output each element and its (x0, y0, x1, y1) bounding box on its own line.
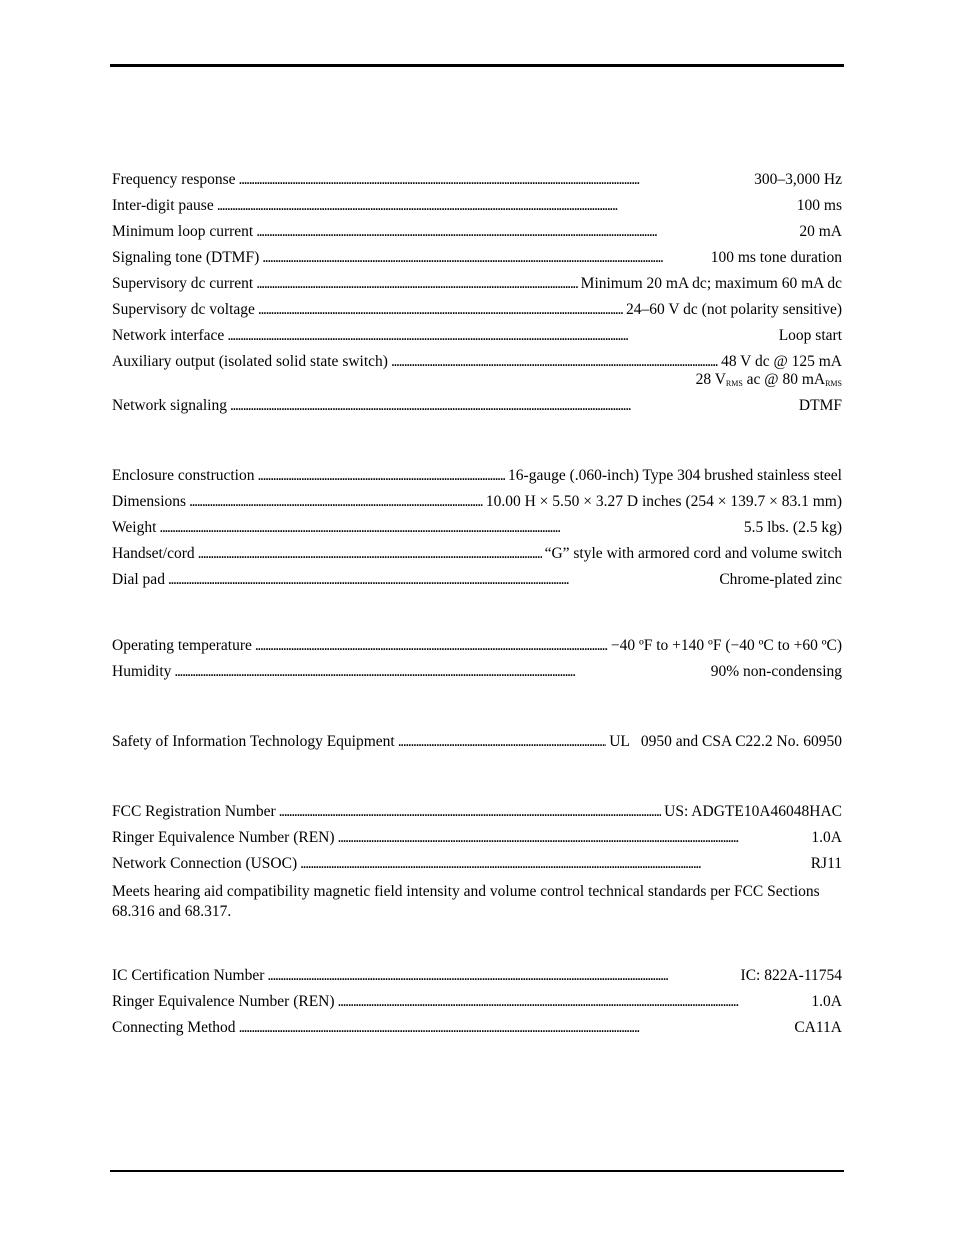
dot-leader (300, 854, 808, 874)
dot-leader (267, 966, 737, 986)
spec-value: RJ11 (810, 855, 842, 872)
spec-label: Operating temperature (112, 637, 252, 654)
rms-subscript: RMS (725, 379, 743, 388)
specifications (112, 170, 842, 1088)
spec-label: Ringer Equivalence Number (REN) (112, 829, 335, 846)
spec-row (112, 196, 842, 222)
dot-leader (391, 352, 718, 372)
spec-row (112, 466, 842, 492)
spec-value: 1.0A (811, 829, 842, 846)
spec-value: 300–3,000 Hz (754, 171, 842, 188)
dot-leader (255, 636, 608, 656)
dot-leader (239, 170, 752, 190)
spec-label: Ringer Equivalence Number (REN) (112, 993, 335, 1010)
spec-label: Minimum loop current (112, 223, 254, 240)
spec-value: −40 ºF to +140 ºF (−40 ºC to +60 ºC) (610, 637, 842, 654)
header-rule (110, 64, 844, 67)
value-part: 28 V (695, 371, 726, 388)
spec-row (112, 992, 842, 1018)
spec-row (112, 274, 842, 300)
spec-value: US: ADGTE10A46048HAC (664, 803, 842, 820)
spec-label: FCC Registration Number (112, 803, 276, 820)
spec-row (112, 966, 842, 992)
rms-subscript: RMS (825, 379, 842, 388)
spec-label: Supervisory dc current (112, 275, 254, 292)
spec-row (112, 248, 842, 274)
spec-value: 48 V dc @ 125 mA (721, 353, 842, 370)
dot-leader (256, 222, 796, 242)
dot-leader (262, 248, 707, 268)
spec-row (112, 828, 842, 854)
spec-value: 100 ms (796, 197, 842, 214)
spec-row (112, 1018, 842, 1044)
spec-row (112, 326, 842, 352)
dot-leader (227, 326, 775, 346)
spec-label: Network Connection (USOC) (112, 855, 298, 872)
spec-label: Signaling tone (DTMF) (112, 249, 260, 266)
environmental-specs (112, 636, 842, 688)
spec-value: CA11A (794, 1019, 842, 1036)
spec-value: 16-gauge (.060-inch) Type 304 brushed stainless steel (508, 467, 842, 484)
spec-label: Handset/cord (112, 545, 195, 562)
spec-label: Weight (112, 519, 157, 536)
spec-row (112, 492, 842, 518)
dot-leader (257, 466, 505, 486)
spec-value: 5.5 lbs. (2.5 kg) (743, 519, 842, 536)
dot-leader (258, 300, 623, 320)
spec-value: 10.00 H × 5.50 × 3.27 D inches (254 × 139.7 × 83.1 mm) (485, 493, 842, 510)
dot-leader (189, 492, 483, 512)
safety-specs (112, 732, 842, 758)
spec-value: “G” style with armored cord and volume switch (544, 545, 842, 562)
dot-leader (338, 828, 809, 848)
spec-label: Supervisory dc voltage (112, 301, 255, 318)
dot-leader (168, 570, 716, 590)
footer-rule (110, 1170, 844, 1172)
spec-row (112, 732, 842, 758)
dot-leader (230, 396, 796, 416)
ic-specs (112, 966, 842, 1044)
spec-row (112, 570, 842, 596)
dot-leader (256, 274, 577, 294)
spec-value: Loop start (778, 327, 842, 344)
spec-value: Minimum 20 mA dc; maximum 60 mA dc (580, 275, 842, 292)
spec-value: UL 0950 and CSA C22.2 No. 60950 (609, 733, 842, 750)
spec-row (112, 544, 842, 570)
spec-label: Humidity (112, 663, 172, 680)
spec-value: 24–60 V dc (not polarity sensitive) (626, 301, 842, 318)
spec-row (112, 170, 842, 196)
spec-row (112, 636, 842, 662)
spec-label: Inter-digit pause (112, 197, 214, 214)
value-part: ac @ 80 mA (742, 371, 826, 388)
dot-leader (174, 662, 707, 682)
spec-label: Dial pad (112, 571, 165, 588)
spec-row (112, 802, 842, 828)
spec-value: Chrome-plated zinc (719, 571, 842, 588)
spec-value: 90% non-condensing (710, 663, 842, 680)
spec-row (112, 662, 842, 688)
spec-value: 1.0A (811, 993, 842, 1010)
spec-label: Safety of Information Technology Equipment (112, 733, 395, 750)
spec-value: 100 ms tone duration (710, 249, 842, 266)
spec-row (112, 518, 842, 544)
spec-label: IC Certification Number (112, 967, 265, 984)
fcc-specs (112, 802, 842, 922)
dot-leader (239, 1018, 792, 1038)
spec-label: Dimensions (112, 493, 187, 510)
dot-leader (217, 196, 794, 216)
spec-label: Auxiliary output (isolated solid state switch) (112, 353, 388, 370)
dot-leader (279, 802, 662, 822)
dot-leader (198, 544, 542, 564)
mechanical-specs (112, 466, 842, 596)
fcc-compatibility-note: Meets hearing aid compatibility magnetic field intensity and volume control technical standards per FCC Sections 68.316 and 68.317. (112, 883, 820, 920)
spec-row (112, 854, 842, 880)
spec-label: Frequency response (112, 171, 236, 188)
spec-label: Connecting Method (112, 1019, 236, 1036)
spec-value: 20 mA (799, 223, 842, 240)
dot-leader (338, 992, 809, 1012)
spec-value: IC: 822A-11754 (740, 967, 842, 984)
dot-leader (159, 518, 740, 538)
spec-label: Network signaling (112, 397, 227, 414)
spec-label: Enclosure construction (112, 467, 255, 484)
spec-value-continued (112, 372, 842, 392)
spec-row (112, 396, 842, 422)
spec-row (112, 222, 842, 248)
dot-leader (398, 732, 606, 752)
spec-row (112, 352, 842, 372)
spec-label: Network interface (112, 327, 225, 344)
spec-row (112, 300, 842, 326)
electrical-specs (112, 170, 842, 422)
spec-value: DTMF (798, 397, 842, 414)
